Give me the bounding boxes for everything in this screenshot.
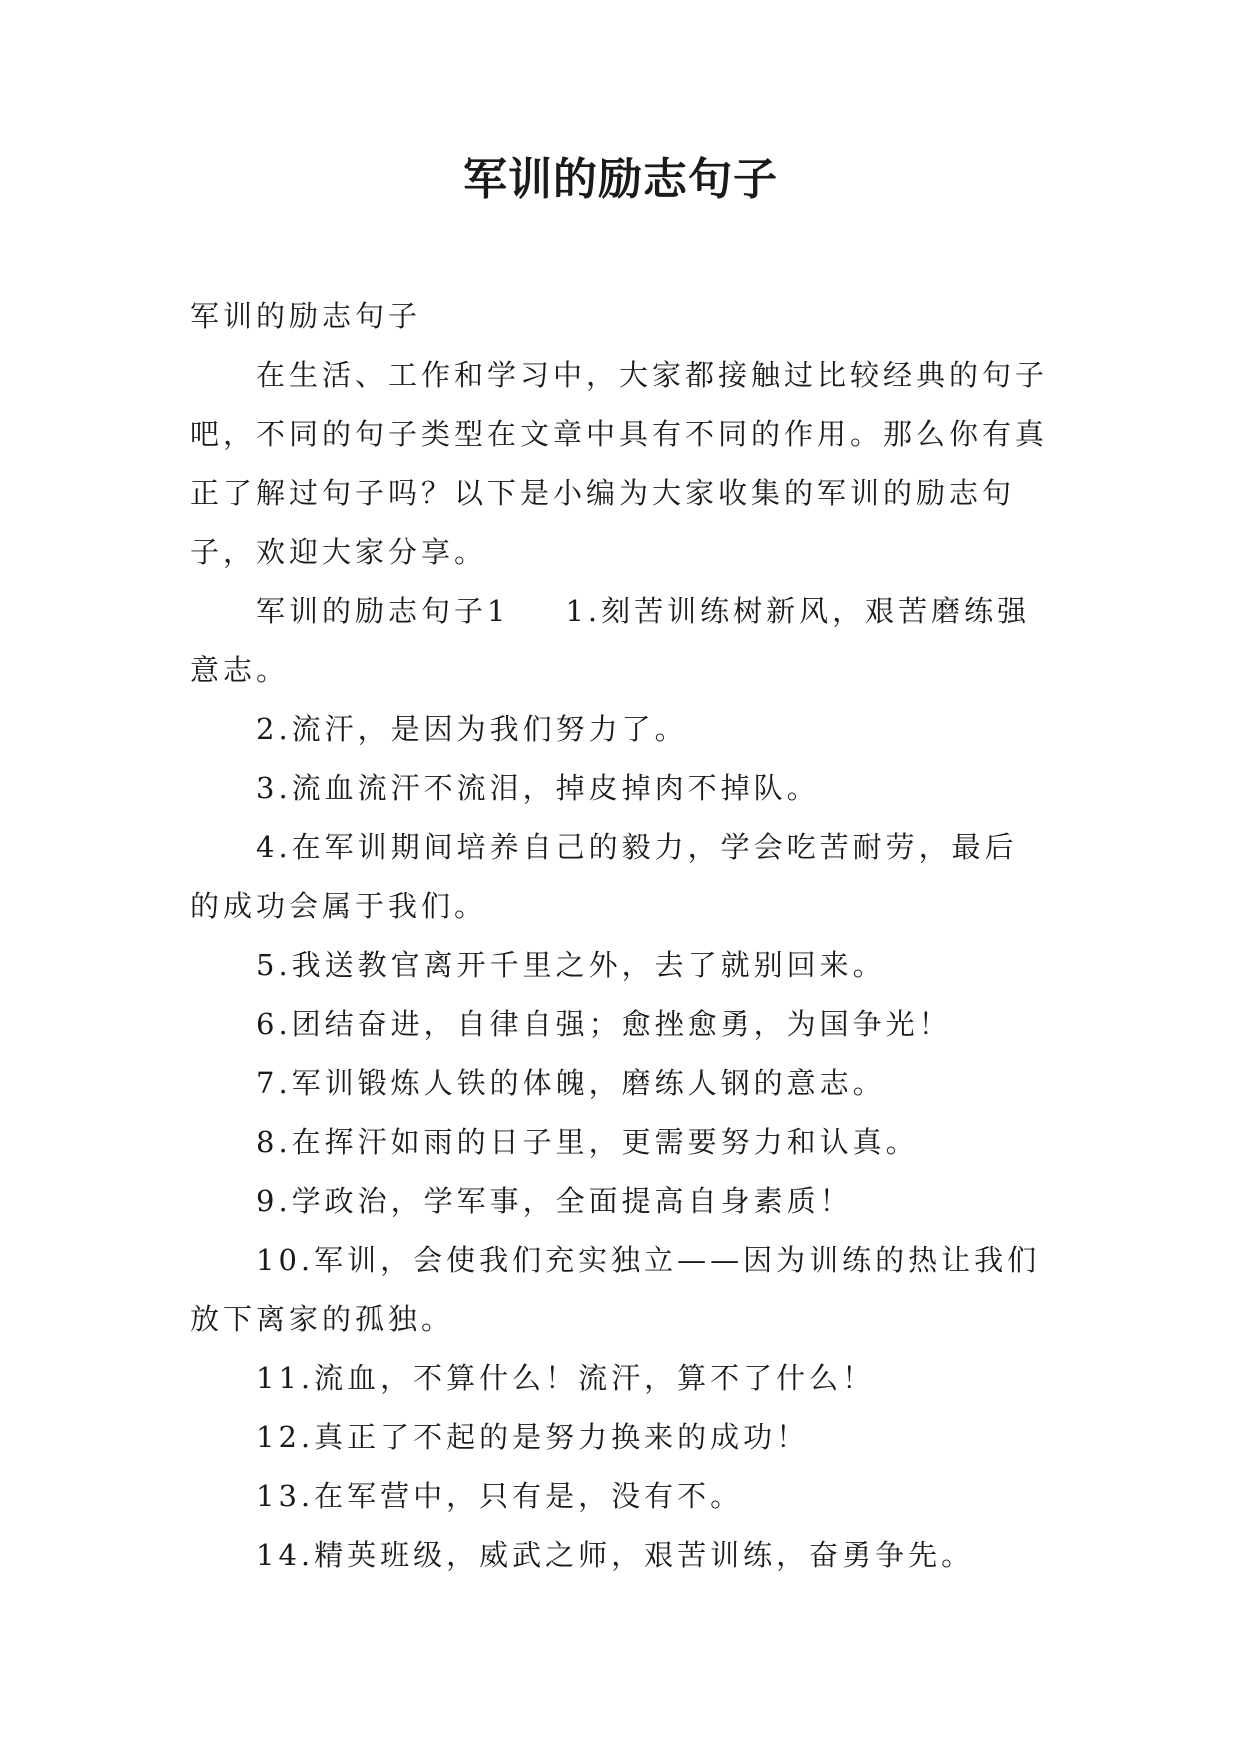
section-first-paragraph [190,582,1050,700]
list-item: 11.流血，不算什么！流汗，算不了什么！ [256,1361,876,1395]
intro-paragraph: 在生活、工作和学习中，大家都接触过比较经典的句子吧，不同的句子类型在文章中具有不同的作用。那么你有真正了解过句子吗？以下是小编为大家收集的军训的励志句子，欢迎大家分享。 [190,358,1049,569]
list-item: 9.学政治，学军事，全面提高自身素质！ [256,1184,853,1218]
list-item: 10.军训，会使我们充实独立——因为训练的热让我们放下离家的孤独。 [190,1243,1041,1336]
list-item: 12.真正了不起的是努力换来的成功！ [256,1420,810,1454]
document-subtitle: 军训的励志句子 [190,299,422,333]
list-item: 4.在军训期间培养自己的毅力，学会吃苦耐劳，最后的成功会属于我们。 [190,830,1018,923]
list-item: 7.军训锻炼人铁的体魄，磨练人钢的意志。 [256,1066,886,1100]
list-item: 2.流汗，是因为我们努力了。 [256,712,688,746]
list-item: 8.在挥汗如雨的日子里，更需要努力和认真。 [256,1125,919,1159]
section-heading: 军训的励志句子1 [256,594,510,628]
list-item: 5.我送教官离开千里之外，去了就别回来。 [256,948,886,982]
list-item: 6.团结奋进，自律自强；愈挫愈勇，为国争光！ [256,1007,952,1041]
list-item: 3.流血流汗不流泪，掉皮掉肉不掉队。 [256,771,820,805]
document-body [190,287,1050,1585]
document-title: 军训的励志句子 [463,154,778,205]
list-item: 1.刻苦训练树新风，艰苦磨练强意志。 [190,594,1031,687]
list-item: 13.在军营中，只有是，没有不。 [256,1479,744,1513]
list-item: 14.精英班级，威武之师，艰苦训练，奋勇争先。 [256,1538,975,1572]
